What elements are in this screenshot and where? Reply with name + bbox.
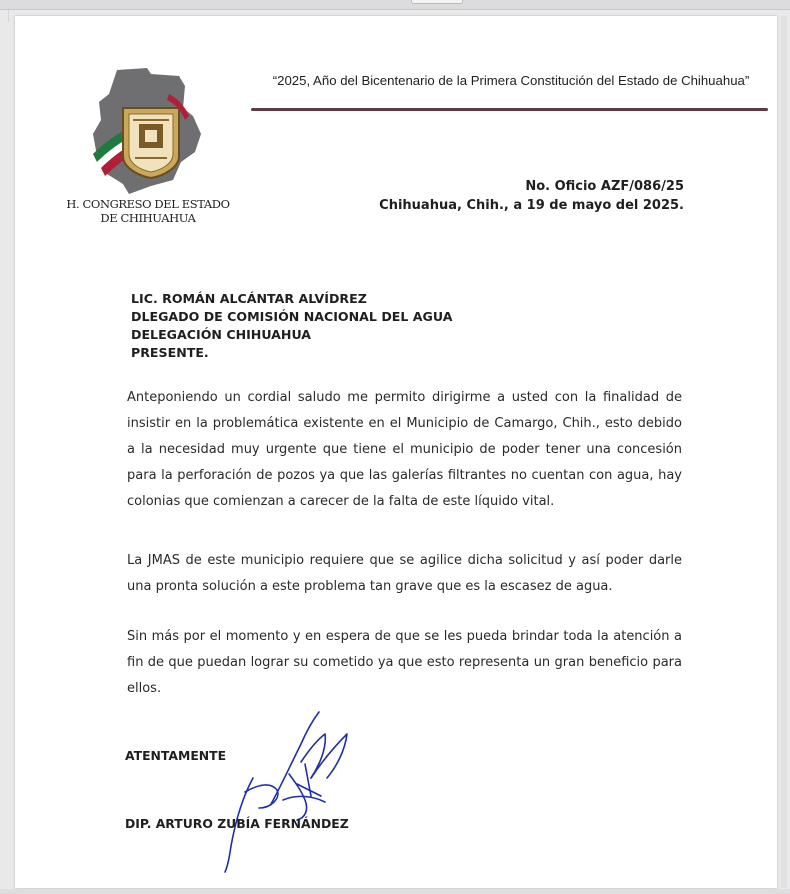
recipient-name: LIC. ROMÁN ALCÁNTAR ALVÍDREZ bbox=[131, 291, 367, 306]
body-paragraph-1: Anteponiendo un cordial saludo me permito dirigirme a usted con la finalidad de insistir en la problemática existente en el Municipio de Camargo, Chih., esto debido a la necesidad muy urgente que tiene el municipio de poder tener una concesión para la perforación de pozos ya que las galerías filtrantes no cuentan con agua, hay colonias que comienzan a carecer de la falta de este líquido vital. bbox=[127, 390, 682, 509]
recipient-presente: PRESENTE. bbox=[131, 345, 209, 360]
closing-salutation: ATENTAMENTE bbox=[125, 748, 227, 763]
recipient-block bbox=[131, 290, 651, 362]
body-paragraph-2: La JMAS de este municipio requiere que se agilice dicha solicitud y así poder darle una pronta solución a este problema tan grave que es la escasez de agua. bbox=[127, 553, 682, 594]
document-page bbox=[15, 16, 777, 888]
institution-name-line2: DE CHIHUAHUA bbox=[100, 211, 196, 225]
handwritten-signature bbox=[201, 704, 371, 879]
office-reference bbox=[355, 177, 684, 215]
viewer-bottom-edge bbox=[0, 889, 790, 894]
viewer-toolbar-handle[interactable] bbox=[411, 0, 463, 4]
body-paragraph-3: Sin más por el momento y en espera de que se les pueda brindar toda la atención a fin de que puedan lograr su cometido ya que esto representa un gran beneficio para ellos. bbox=[127, 629, 682, 696]
motto-divider bbox=[251, 108, 768, 111]
institution-name bbox=[53, 197, 243, 225]
viewer-top-bar bbox=[0, 0, 790, 10]
institution-name-line1: H. CONGRESO DEL ESTADO bbox=[66, 197, 230, 211]
signer-name: DIP. ARTURO ZUBÍA FERNÁNDEZ bbox=[125, 816, 349, 831]
office-number: No. Oficio AZF/086/25 bbox=[525, 179, 684, 194]
recipient-position: DLEGADO DE COMISIÓN NACIONAL DEL AGUA bbox=[131, 309, 453, 324]
viewer-scrollbar[interactable] bbox=[781, 16, 787, 888]
year-motto: “2025, Año del Bicentenario de la Primera Constitución del Estado de Chihuahua” bbox=[272, 73, 750, 88]
state-congress-seal-icon bbox=[89, 64, 205, 196]
place-date: Chihuahua, Chih., a 19 de mayo del 2025. bbox=[379, 198, 684, 213]
viewer-corner-mark bbox=[8, 10, 9, 22]
recipient-office: DELEGACIÓN CHIHUAHUA bbox=[131, 327, 312, 342]
